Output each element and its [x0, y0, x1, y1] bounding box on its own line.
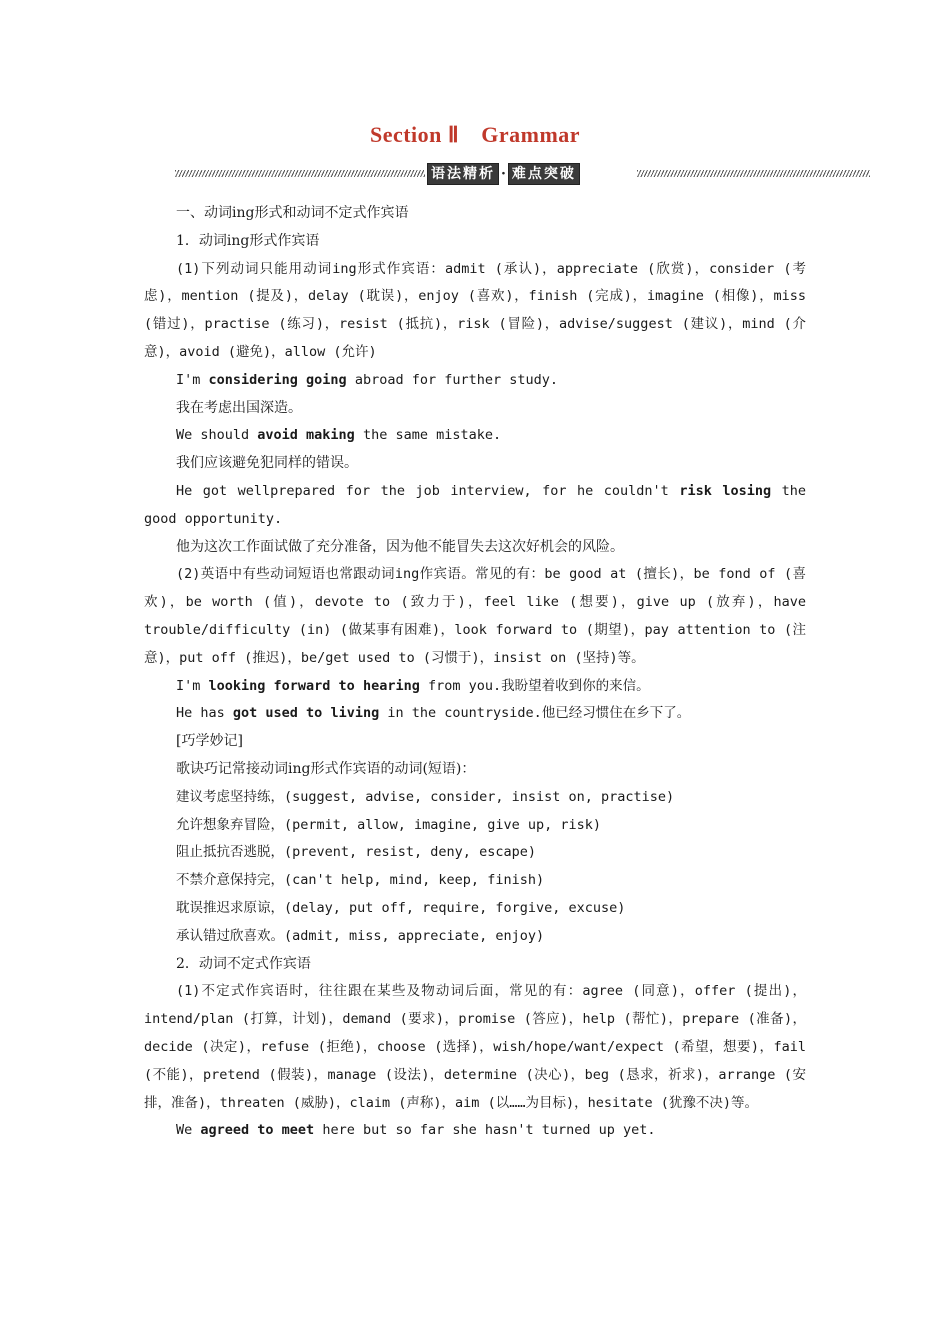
tip-line: 承认错过欣喜欢。(admit, miss, appreciate, enjoy) [176, 927, 545, 944]
banner-tag-grammar-analysis: 语法精析 [427, 163, 499, 185]
tip-line: 不禁介意保持完，(can't help, mind, keep, finish) [176, 872, 545, 889]
tip-intro: 歌诀巧记常接动词ing形式作宾语的动词(短语)： [176, 760, 476, 777]
heading-1-2: 2．动词不定式作宾语 [176, 955, 311, 972]
banner-hatch-left [175, 170, 425, 177]
title-topic: Grammar [481, 122, 581, 147]
page-title [0, 122, 950, 148]
example-5 [144, 700, 806, 728]
example-3-translation: 他为这次工作面试做了充分准备，因为他不能冒失去这次好机会的风险。 [176, 538, 624, 555]
paragraph-1: (1)下列动词只能用动词ing形式作宾语：admit (承认)，appreciate (欣赏)，consider (考虑)，mention (提及)，delay (耽误)，enjoy (喜欢)，finish (完成)，imagine (相像)，miss (错过)，practise (练习)，resist (抵抗)，risk (冒险)，advise/suggest (建议)，mind (介意)，avoid (避免)，allow (允许) [144, 260, 806, 360]
heading-1: 一、动词ing形式和动词不定式作宾语 [176, 205, 409, 221]
example-bold: looking forward to hearing [208, 677, 420, 694]
section-banner [175, 162, 870, 186]
example-text: We [176, 1122, 201, 1139]
example-3 [144, 478, 806, 534]
example-text: the good opportunity. [144, 482, 806, 527]
example-4 [144, 673, 806, 701]
example-bold: agreed to meet [200, 1122, 315, 1139]
example-text: He has [176, 705, 233, 722]
example-text: here but so far she hasn't turned up yet. [314, 1122, 656, 1139]
tip-line: 耽误推迟求原谅，(delay, put off, require, forgive, excuse) [176, 899, 626, 916]
example-text: abroad for further study. [346, 371, 559, 388]
example-text: in the countryside.他已经习惯住在乡下了。 [379, 705, 691, 722]
example-1 [144, 367, 806, 395]
banner-hatch-right [637, 170, 870, 177]
paragraph-2: (2)英语中有些动词短语也常跟动词ing作宾语。常见的有：be good at (擅长)，be fond of (喜欢)，be worth (值)，devote to (致力于)，feel like (想要)，give up (放弃)，have trouble/difficulty (in) (做某事有困难)，look forward to (期望)，pay attention to (注意)，put off (推迟)，be/get used to (习惯于)，insist on (坚持)等。 [144, 566, 806, 666]
example-bold: got used to living [232, 705, 380, 722]
example-6 [144, 1117, 806, 1145]
title-section: Section Ⅱ [369, 122, 460, 147]
example-text: I'm [176, 677, 209, 694]
example-text: I'm [176, 371, 209, 388]
banner-tag-difficulty: 难点突破 [508, 163, 580, 185]
paragraph-3: (1)不定式作宾语时，往往跟在某些及物动词后面，常见的有：agree (同意)，offer (提出)，intend/plan (打算，计划)，demand (要求)，promise (答应)，help (帮忙)，prepare (准备)，decide (决定)，refuse (拒绝)，choose (选择)，wish/hope/want/expect (希望，想要)，fail (不能)，pretend (假装)，manage (设法)，determine (决心)，beg (恳求，祈求)，arrange (安排，准备)，threaten (威胁)，claim (声称)，aim (以……为目标)，hesitate (犹豫不决)等。 [144, 983, 806, 1111]
example-text: We should [176, 427, 258, 444]
example-1-translation: 我在考虑出国深造。 [176, 399, 302, 416]
example-bold: avoid making [257, 427, 355, 444]
banner-tags [427, 162, 580, 186]
example-2 [144, 422, 806, 450]
example-text: the same mistake. [354, 427, 502, 444]
heading-1-1: 1．动词ing形式作宾语 [176, 232, 320, 249]
banner-separator: · [501, 166, 506, 182]
example-bold: risk losing [679, 482, 772, 499]
example-text: from you.我盼望着收到你的来信。 [419, 677, 650, 694]
example-2-translation: 我们应该避免犯同样的错误。 [176, 455, 358, 472]
tip-line: 阻止抵抗否逃脱，(prevent, resist, deny, escape) [176, 844, 536, 861]
example-text: He got wellprepared for the job interview, for he couldn't [176, 482, 680, 499]
tip-line: 建议考虑坚持练，(suggest, advise, consider, insist on, practise) [176, 788, 675, 805]
document-body [144, 200, 806, 1145]
tip-line: 允许想象弃冒险，(permit, allow, imagine, give up, risk) [176, 816, 601, 833]
tip-label: [巧学妙记] [176, 733, 243, 750]
example-bold: considering going [208, 371, 347, 388]
